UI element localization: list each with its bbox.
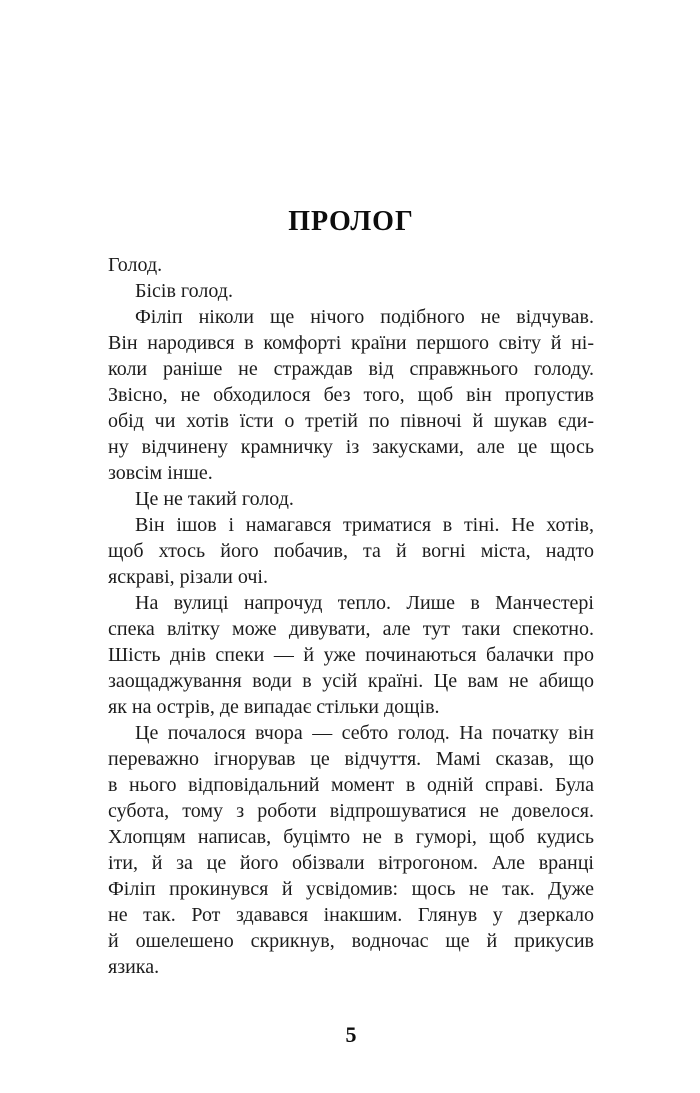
text-line: ну відчинену крамничку із закусками, але це щось (108, 436, 594, 458)
chapter-title: ПРОЛОГ (288, 206, 414, 237)
text-line: Це почалося вчора — себто голод. На початку він (135, 722, 594, 744)
text-line: переважно ігнорував це відчуття. Мамі сказав, що (108, 748, 594, 770)
body-text (108, 252, 594, 980)
text-line: й ошелешено скрикнув, водночас ще й прикусив (108, 930, 594, 952)
text-line: не так. Рот здавався інакшим. Глянув у дзеркало (108, 904, 594, 926)
text-line: Він ішов і намагався триматися в тіні. Не хотів, (135, 514, 594, 536)
text-line: заощаджування води в усій країні. Це вам не абищо (108, 670, 594, 692)
text-line: Голод. (108, 254, 163, 276)
text-line: Звісно, не обходилося без того, щоб він пропустив (108, 384, 594, 406)
text-line: яскраві, різали очі. (108, 566, 268, 588)
text-line: субота, тому з роботи відпрошуватися не довелося. (108, 800, 594, 822)
text-line: зовсім інше. (108, 462, 213, 484)
text-line: Філіп ніколи ще нічого подібного не відчував. (135, 306, 594, 328)
text-line: Хлопцям написав, буцімто не в гуморі, щоб кудись (108, 826, 594, 848)
text-line: обід чи хотів їсти о третій по півночі й шукав єди- (108, 410, 594, 432)
text-line: Це не такий голод. (135, 488, 294, 510)
text-line: язика. (108, 956, 160, 978)
text-line: Філіп прокинувся й усвідомив: щось не так. Дуже (108, 878, 594, 900)
text-line: Шість днів спеки — й уже починаються балачки про (108, 644, 594, 666)
text-line: Бісів голод. (135, 280, 233, 302)
text-line: спека влітку може дивувати, але тут таки спекотно. (108, 618, 594, 640)
text-line: як на острів, де випадає стільки дощів. (108, 696, 440, 718)
text-line: в нього відповідальний момент в одній справі. Була (108, 774, 594, 796)
text-line: На вулиці напрочуд тепло. Лише в Манчестері (135, 592, 594, 614)
text-line: щоб хтось його побачив, та й вогні міста, надто (108, 540, 594, 562)
text-line: Він народився в комфорті країни першого світу й ні- (108, 332, 594, 354)
text-line: іти, й за це його обізвали вітрогоном. Але вранці (108, 852, 594, 874)
page-number: 5 (345, 1022, 357, 1047)
text-line: коли раніше не страждав від справжнього голоду. (108, 358, 594, 380)
